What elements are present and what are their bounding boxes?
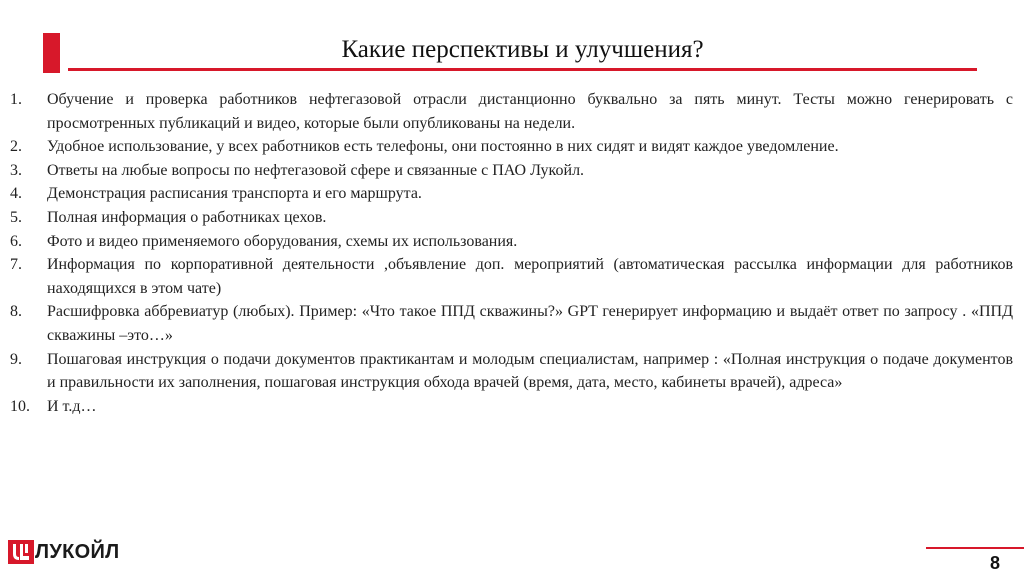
- list-item-text: Обучение и проверка работников нефтегазовой отрасли дистанционно буквально за пять минут. Тесты можно генерировать с просмотренных публикаций и видео, которые были опубликованы на недели.: [47, 91, 1013, 132]
- perspectives-list: [10, 88, 1013, 418]
- list-item-text: Ответы на любые вопросы по нефтегазовой сфере и связанные с ПАО Лукойл.: [47, 161, 585, 179]
- list-item-text: Удобное использование, у всех работников есть телефоны, они постоянно в них сидят и видят каждое уведомление.: [47, 138, 839, 156]
- list-item: [10, 300, 1013, 347]
- list-item-text: Полная информация о работниках цехов.: [47, 208, 327, 226]
- list-item: [10, 348, 1013, 395]
- logo-text: ЛУКОЙЛ: [35, 541, 120, 563]
- list-item: [10, 135, 1013, 159]
- list-item: [10, 253, 1013, 300]
- list-item: [10, 88, 1013, 135]
- footer-accent-line: [926, 547, 1024, 549]
- list-item: [10, 182, 1013, 206]
- list-item-number: 10.: [10, 397, 30, 415]
- list-item-number: 2.: [10, 138, 22, 156]
- list-item-text: Демонстрация расписания транспорта и его маршрута.: [47, 185, 422, 203]
- list-item-text: И т.д…: [47, 397, 97, 415]
- list-item-number: 7.: [10, 256, 22, 274]
- list-item-number: 8.: [10, 303, 22, 321]
- list-item-text: Расшифровка аббревиатур (любых). Пример: «Что такое ППД скважины?» GPT генерирует информацию и выдаёт ответ по запросу . «ППД скважины –это…»: [47, 303, 1013, 344]
- list-item: [10, 206, 1013, 230]
- list-item-number: 4.: [10, 185, 22, 203]
- list-item-text: Информация по корпоративной деятельности ,объявление доп. мероприятий (автоматическая рассылка информации для работников находящихся в этом чате): [47, 256, 1013, 297]
- title-accent-block: [43, 33, 60, 73]
- list-item: [10, 159, 1013, 183]
- lukoil-logo-icon: [8, 540, 34, 564]
- page-number: 8: [989, 553, 1000, 573]
- title-underline: [68, 68, 977, 71]
- list-item-number: 6.: [10, 232, 22, 250]
- list-item-number: 9.: [10, 350, 22, 368]
- list-item-number: 1.: [10, 91, 22, 108]
- list-item-number: 5.: [10, 208, 22, 226]
- list-item-text: Пошаговая инструкция о подачи документов практикантам и молодым специалистам, например : «Полная инструкция о подаче документов и правильности их заполнения, пошаговая инструкция обхода врачей (время, дата, место, кабинеты врачей), адреса»: [47, 350, 1013, 392]
- list-item-number: 3.: [10, 161, 22, 179]
- list-item: [10, 395, 1013, 419]
- list-item-text: Фото и видео применяемого оборудования, схемы их использования.: [47, 232, 518, 250]
- company-logo: [8, 540, 119, 564]
- list-item: [10, 230, 1013, 254]
- page-title: Какие перспективы и улучшения?: [341, 36, 704, 63]
